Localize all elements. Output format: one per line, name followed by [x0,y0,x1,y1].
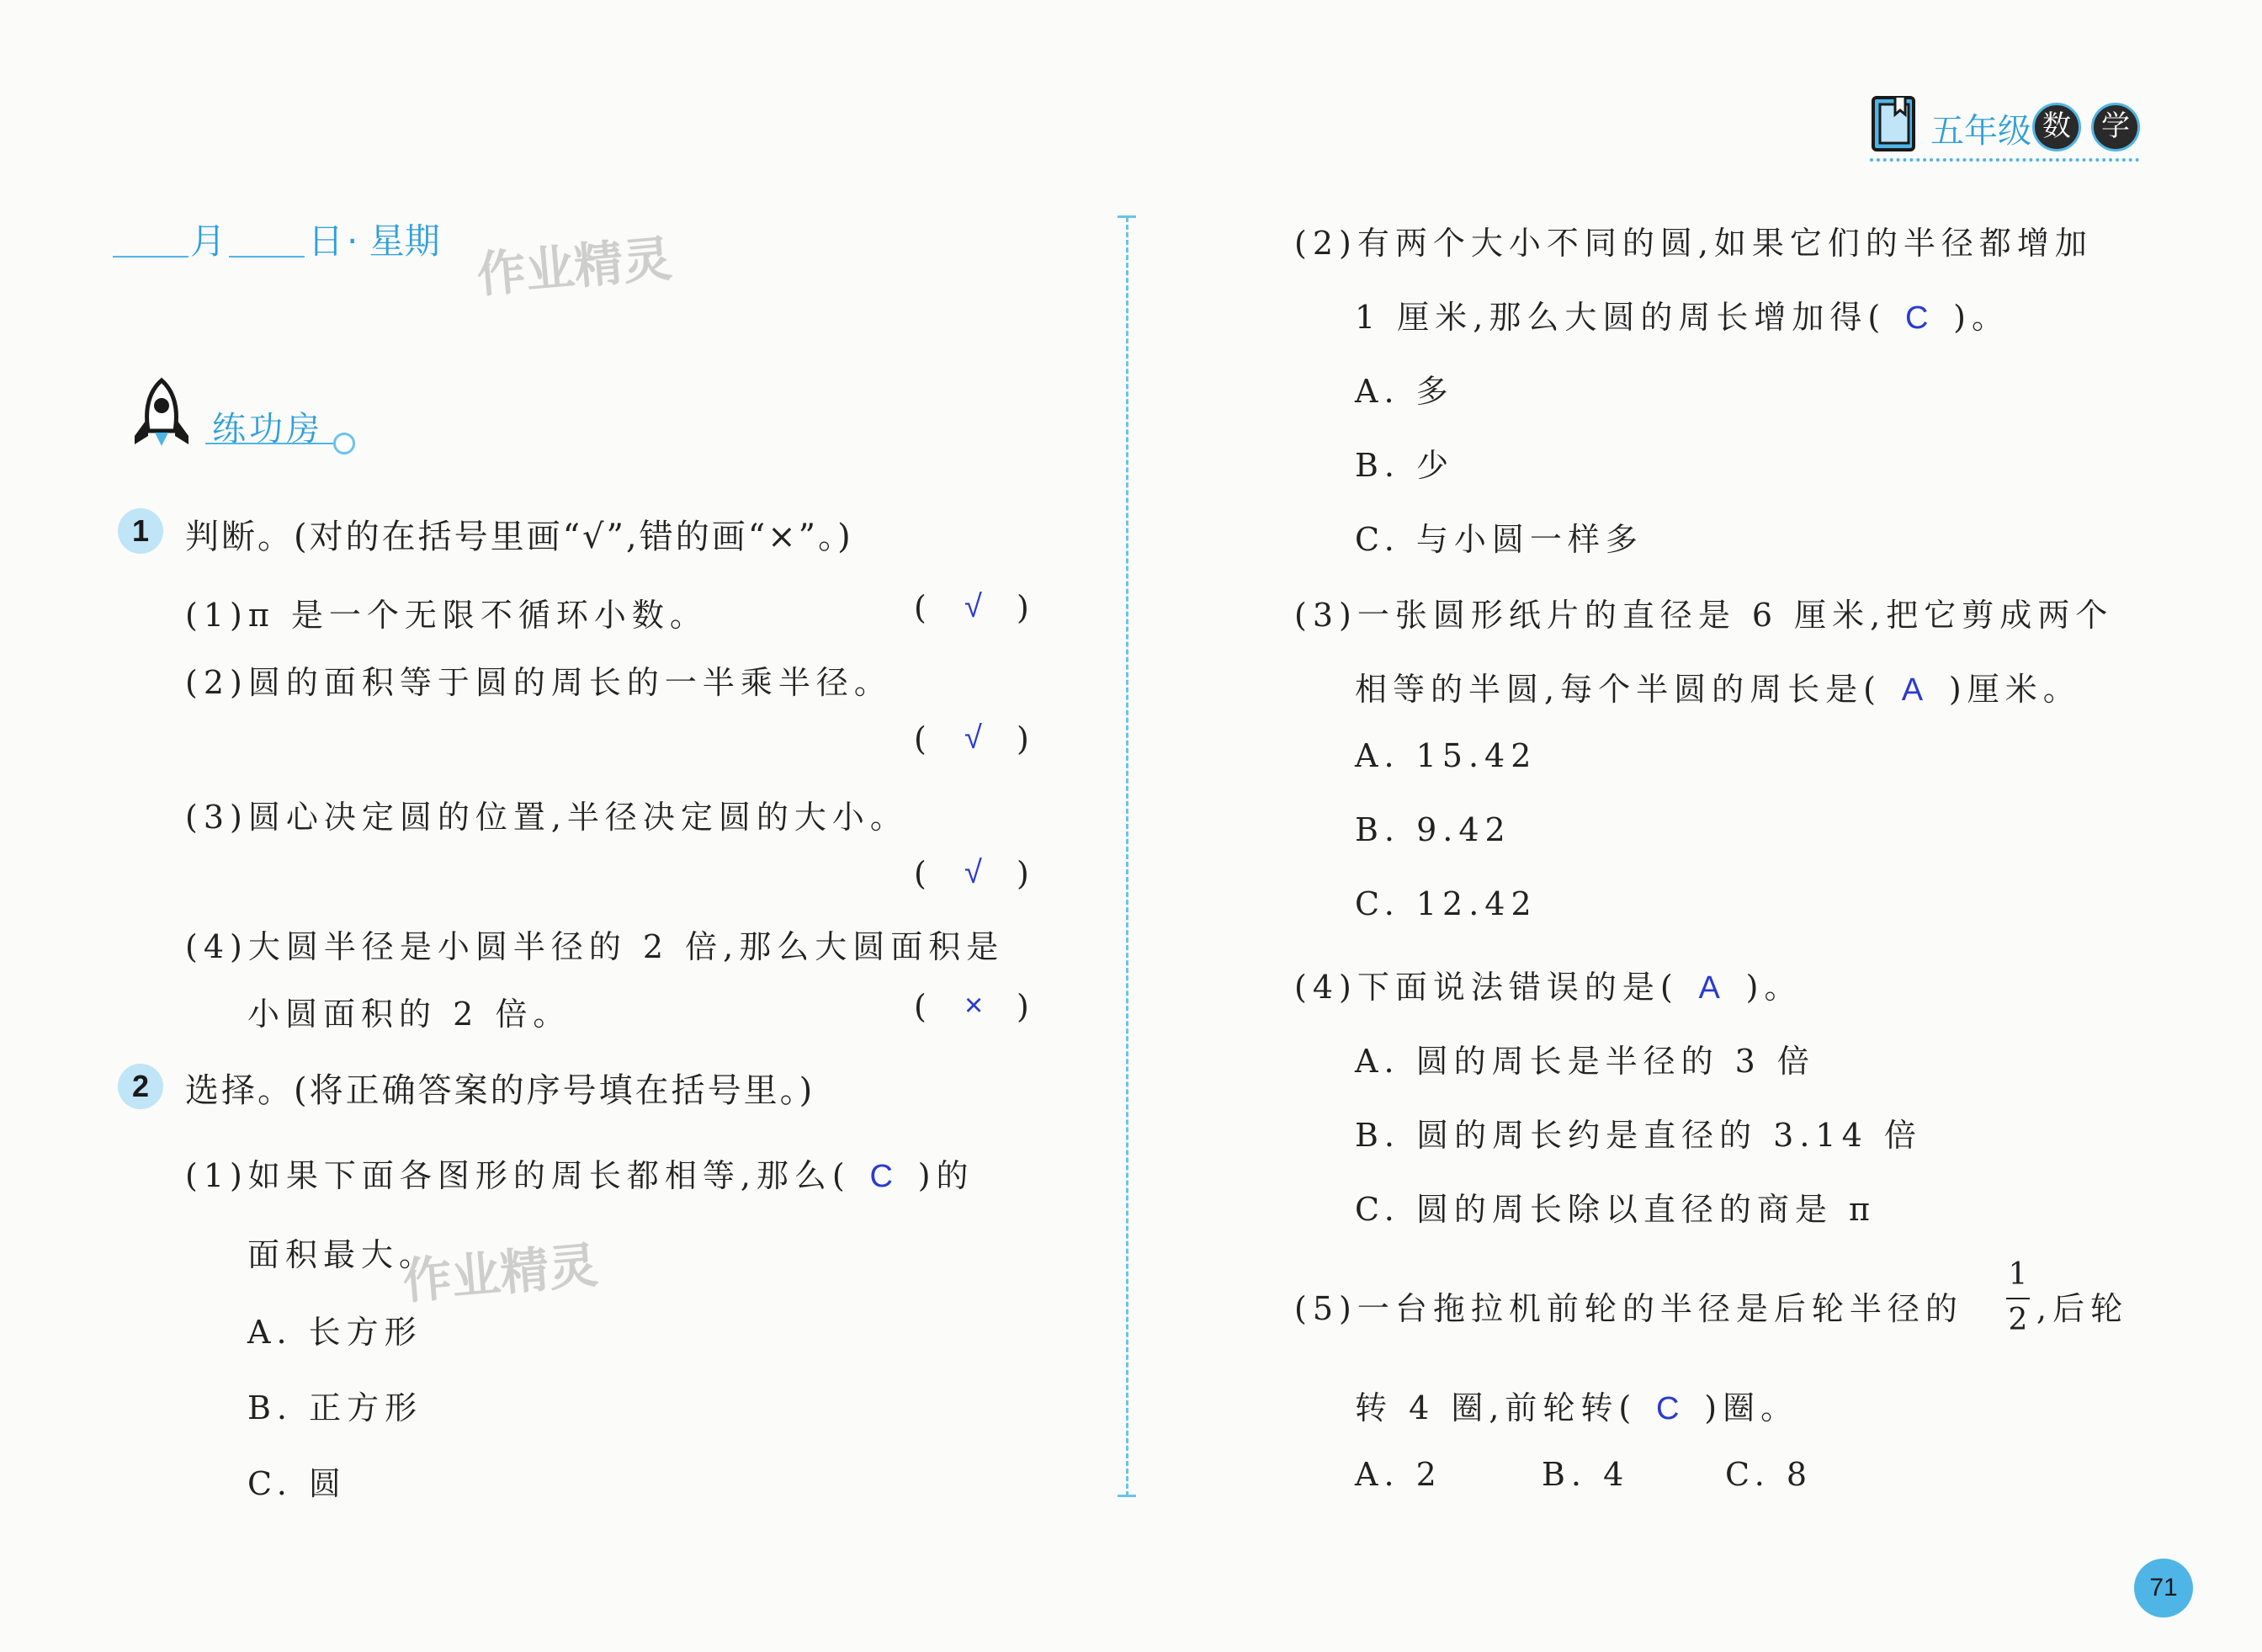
section-title-underline [205,443,335,444]
section-title: 练功房 [212,410,323,449]
q2-item1-option-b: B. 正方形 [247,1389,423,1426]
q2-item4-option-a: A. 圆的周长是半径的 3 倍 [1355,1043,1815,1080]
rocket-icon [128,377,195,453]
q1-item3-text: (3)圆心决定圆的位置,半径决定圆的大小。 [185,799,908,836]
q2-item4-option-b: B. 圆的周长约是直径的 3.14 倍 [1355,1117,1922,1154]
q2-item1-line1 [185,1150,974,1196]
q2-item5-line2-pre: 转 4 圈,前轮转( [1355,1389,1638,1426]
date-blank-month [113,256,188,258]
q2-item5-fraction-numerator: 1 [2008,1257,2028,1292]
q2-item5-option-c: C. 8 [1725,1456,1813,1493]
date-weekday-label: · 星期 [347,220,440,262]
q2-item2-line2 [1355,291,2010,337]
date-day-label: 日 [308,220,344,262]
book-icon [1870,93,1920,157]
q2-number-badge: 2 [118,1064,163,1109]
q2-item3-option-b: B. 9.42 [1355,811,1511,848]
q2-instruction: 选择。(将正确答案的序号填在括号里。) [185,1071,815,1110]
q1-item4-answer: × [964,988,984,1023]
header-underline [1870,158,2139,162]
q2-item2-answer: C [1904,300,1935,336]
q2-item5-fraction-bar [2006,1298,2030,1299]
page-number-badge [2134,1559,2193,1617]
subject-char-1 [2032,103,2081,151]
q2-item1-line2: 面积最大。 [247,1236,438,1273]
q2-item3-option-a: A. 15.42 [1355,737,1537,774]
q1-item4-text-line2: 小圆面积的 2 倍。 [247,996,571,1033]
q2-item5-fraction-denominator: 2 [2008,1303,2028,1337]
q2-item5-line1-post: ,后轮 [2036,1290,2129,1327]
page-divider [1126,217,1128,1496]
q1-number-badge: 1 [118,508,163,554]
q2-item2-option-c: C. 与小圆一样多 [1355,521,1643,558]
q2-item5-line2-post: )圈。 [1704,1389,1799,1426]
q2-item2-line2-post: )。 [1953,299,2010,336]
section-title-circle [333,433,355,454]
q2-item5-fraction [2001,1256,2035,1343]
q2-item5-option-a: A. 2 [1355,1456,1442,1493]
q2-item1-line1-post: )的 [917,1157,974,1194]
q2-item5-line2 [1355,1382,1798,1428]
q2-item4-answer: A [1698,970,1726,1006]
q2-item4-line1-post: )。 [1745,969,1803,1006]
q1-item4-answer-paren: ( × ) [914,988,1029,1025]
q2-item3-line1: (3)一张圆形纸片的直径是 6 厘米,把它剪成两个 [1294,597,2114,634]
q1-item3-answer-paren: ( √ ) [914,855,1029,892]
q2-item1-option-a: A. 长方形 [247,1314,422,1351]
q1-instruction: 判断。(对的在括号里画“√”,错的画“×”。) [185,518,853,556]
subject-char-2-text: 学 [2101,109,2130,143]
q2-item4-line1 [1294,961,1802,1007]
date-month-label: 月 [190,220,226,262]
q2-item5-option-b: B. 4 [1542,1456,1630,1493]
q2-item5-line1-pre: (5)一台拖拉机前轮的半径是后轮半径的 [1294,1290,1963,1327]
date-blank-day [229,256,305,258]
q2-item3-answer: A [1901,672,1930,708]
subject-char-1-text: 数 [2042,109,2071,143]
q2-item4-option-c: C. 圆的周长除以直径的商是 π [1355,1191,1876,1228]
q2-item2-option-b: B. 少 [1355,447,1455,484]
q1-item2-answer-paren: ( √ ) [914,720,1029,757]
q1-item2-answer: √ [964,720,982,756]
divider-bottom-cap [1118,1495,1136,1497]
q2-item3-option-c: C. 12.42 [1355,885,1537,922]
q2-item2-option-a: A. 多 [1355,373,1454,410]
page-number: 71 [2149,1574,2178,1602]
q2-item3-line2-post: )厘米。 [1948,671,2081,708]
q2-item1-line1-pre: (1)如果下面各图形的周长都相等,那么( [185,1157,851,1194]
grade-label: 五年级 [1930,112,2031,151]
watermark-middle: 作业精灵 [400,1235,600,1310]
watermark-top: 作业精灵 [474,229,674,304]
q1-item2-text: (2)圆的面积等于圆的周长的一半乘半径。 [185,664,892,701]
q1-item1-answer: √ [964,589,982,624]
q2-item1-answer: C [869,1159,899,1194]
q2-item5-answer: C [1656,1391,1686,1426]
q1-item4-text-line1: (4)大圆半径是小圆半径的 2 倍,那么大圆面积是 [185,928,1005,965]
q1-item3-answer: √ [964,855,982,890]
q2-item3-line2-pre: 相等的半圆,每个半圆的周长是( [1355,671,1882,708]
q2-item4-line1-pre: (4)下面说法错误的是( [1294,969,1679,1006]
q1-item1-text: (1)π 是一个无限不循环小数。 [185,597,708,634]
q2-item3-line2 [1355,663,2081,709]
q2-item2-line1: (2)有两个大小不同的圆,如果它们的半径都增加 [1294,225,2093,262]
subject-char-2 [2091,103,2140,151]
q1-item1-answer-paren: ( √ ) [914,589,1029,626]
q2-item1-option-c: C. 圆 [247,1465,347,1502]
q2-item2-line2-pre: 1 厘米,那么大圆的周长增加得( [1355,299,1887,336]
